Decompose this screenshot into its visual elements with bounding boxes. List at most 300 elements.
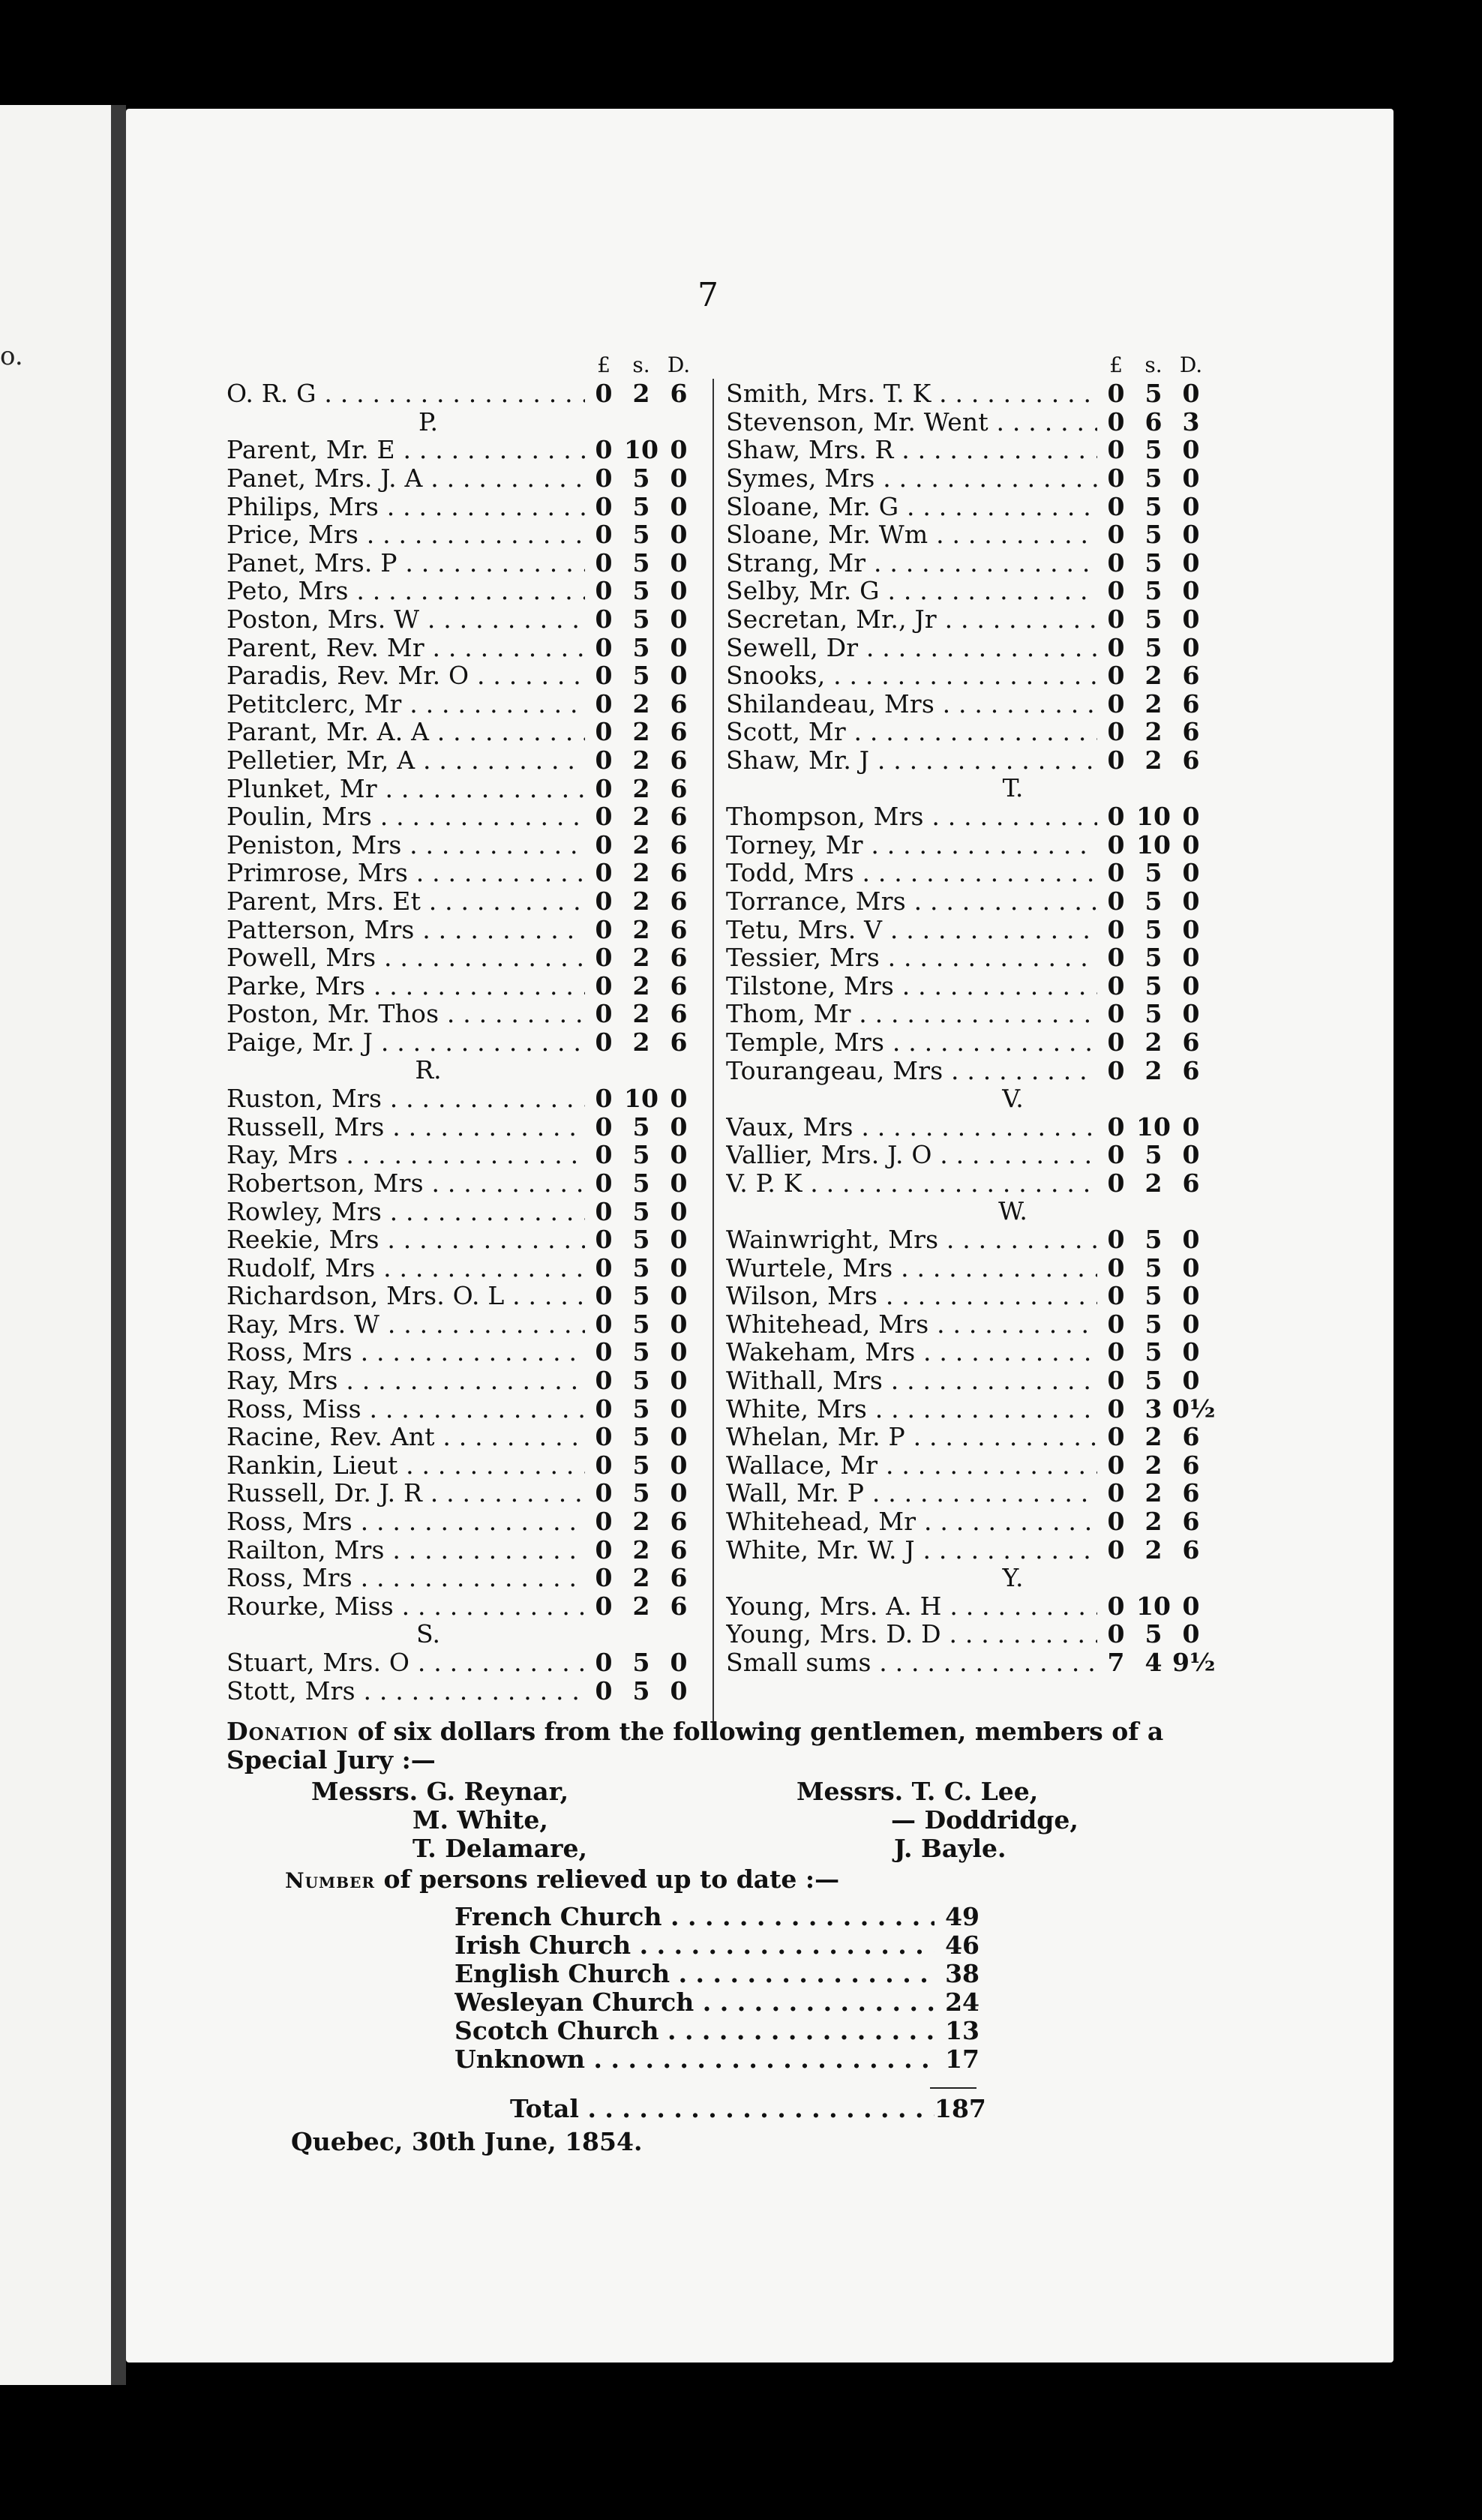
subscriber-name: Todd, Mrs . . . — [726, 858, 1097, 887]
shillings-amount: 5 — [1144, 1366, 1162, 1396]
pounds-amount: 0 — [1107, 1309, 1125, 1339]
subscriber-name: White, Mr. W. J . . . — [726, 1535, 1097, 1564]
shillings-amount: 2 — [632, 830, 650, 860]
subscriber-row — [226, 1028, 698, 1057]
pence-amount: 6 — [670, 1027, 688, 1057]
shillings-amount: 5 — [1144, 576, 1162, 606]
subscriber-row — [726, 1338, 1210, 1366]
subscriber-row — [726, 1112, 1210, 1141]
subscriber-name: White, Mrs . . . — [726, 1394, 1097, 1424]
pounds-amount: 0 — [595, 1394, 613, 1424]
pence-amount: 6 — [670, 802, 688, 832]
shillings-amount: 3 — [1144, 1394, 1162, 1424]
shillings-amount: 2 — [1144, 1055, 1162, 1085]
subscriber-row — [226, 1423, 698, 1451]
subscriber-row — [726, 1169, 1210, 1198]
subscriber-row — [726, 1141, 1210, 1169]
pounds-amount: 0 — [1107, 1055, 1125, 1085]
section-letter: V. — [1002, 1083, 1024, 1113]
pounds-amount: 0 — [595, 379, 613, 409]
pence-amount: 0 — [1182, 435, 1200, 465]
right-entries — [726, 379, 1216, 1678]
subscriber-name: Smith, Mrs. T. K . . . — [726, 379, 1097, 408]
pence-amount: 0 — [1182, 914, 1200, 944]
pounds-amount: 0 — [1107, 1619, 1125, 1649]
subscriber-name: Rourke, Miss . . . — [226, 1592, 585, 1621]
subscriber-row — [226, 1000, 698, 1028]
pence-amount: 0 — [670, 1648, 688, 1678]
shillings-amount: 10 — [624, 1084, 658, 1114]
pounds-amount: 0 — [1107, 858, 1125, 888]
pounds-amount: 0 — [1107, 970, 1125, 1000]
pounds-amount: 0 — [1107, 717, 1125, 747]
pence-amount: 3 — [1182, 406, 1200, 436]
shillings-amount: 5 — [632, 1394, 650, 1424]
subscriber-row — [726, 464, 1210, 493]
stat-label: Irish Church . . . — [454, 1930, 934, 1959]
pounds-amount: 0 — [1107, 1478, 1125, 1508]
shillings-amount: 10 — [1136, 830, 1171, 860]
subscriber-name: Primrose, Mrs . . . — [226, 858, 585, 887]
subscriber-row — [726, 1366, 1210, 1395]
subscriber-name: Richardson, Mrs. O. L . . . — [226, 1281, 585, 1310]
subscriber-row — [726, 746, 1210, 775]
shillings-amount: 5 — [1144, 1252, 1162, 1282]
shillings-amount: 2 — [632, 914, 650, 944]
pounds-amount: 0 — [595, 1112, 613, 1142]
stat-row — [454, 1930, 980, 1959]
pence-amount: 6 — [1182, 1055, 1200, 1085]
subscriber-row — [226, 633, 698, 662]
pounds-amount: 0 — [595, 1140, 613, 1170]
shillings-amount: 2 — [632, 1027, 650, 1057]
pounds-amount: 0 — [1107, 379, 1125, 409]
pounds-amount: 0 — [595, 1366, 613, 1396]
pence-amount: 0 — [670, 1337, 688, 1367]
subscriber-name: Temple, Mrs . . . — [726, 1028, 1097, 1057]
pounds-amount: 0 — [595, 1337, 613, 1367]
pounds-amount: 0 — [595, 576, 613, 606]
subscriber-row — [226, 1564, 698, 1592]
shillings-amount: 2 — [1144, 1534, 1162, 1564]
juror-name: T. Delamare, — [412, 1834, 587, 1863]
juror-name: Messrs. G. Reynar, — [311, 1777, 569, 1806]
subscriber-name: Secretan, Mr., Jr . . . — [726, 604, 1097, 634]
pence-amount: 0 — [670, 1366, 688, 1396]
subscriber-row — [726, 1000, 1210, 1028]
pounds-amount: 0 — [595, 1168, 613, 1198]
subscriber-name: Strang, Mr . . . — [726, 548, 1097, 578]
pounds-amount: 0 — [595, 1084, 613, 1114]
dateline: Quebec, 30th June, 1854. — [291, 2127, 643, 2156]
subscriber-name: Russell, Dr. J. R . . . — [226, 1478, 585, 1508]
pounds-amount: 0 — [1107, 943, 1125, 973]
pounds-amount: 0 — [595, 858, 613, 888]
subscriber-row — [226, 1338, 698, 1366]
subscriber-row — [226, 1253, 698, 1282]
subscriber-row — [726, 1028, 1210, 1057]
pence-amount: 0 — [1182, 1337, 1200, 1367]
subscriber-row — [726, 802, 1210, 831]
pence-amount: 6 — [670, 1563, 688, 1593]
juror-name: — Doddridge, — [891, 1805, 1078, 1834]
subscriber-row — [226, 1592, 698, 1621]
pounds-amount: 0 — [1107, 1394, 1125, 1424]
subscriber-name: Stuart, Mrs. O . . . — [226, 1648, 585, 1677]
total-label: Total . . . — [510, 2094, 934, 2122]
shillings-amount: 5 — [632, 1337, 650, 1367]
pounds-amount: 0 — [595, 491, 613, 521]
pence-amount: 0 — [670, 435, 688, 465]
pounds-header: £ — [1109, 352, 1123, 377]
shillings-amount: 10 — [1136, 1591, 1171, 1621]
pence-amount: 0 — [670, 661, 688, 691]
subscriber-name: Vallier, Mrs. J. O . . . — [726, 1140, 1097, 1169]
subscriber-row — [226, 1366, 698, 1395]
pounds-amount: 0 — [1107, 491, 1125, 521]
stat-value: 17 — [945, 2044, 980, 2074]
subscriber-row — [226, 802, 698, 831]
subscriber-name: Parent, Rev. Mr . . . — [226, 633, 585, 662]
subscriber-row — [726, 1394, 1216, 1424]
pounds-amount: 7 — [1107, 1648, 1125, 1678]
pounds-amount: 0 — [1107, 1112, 1125, 1142]
pence-amount: 6 — [670, 943, 688, 973]
page-number: 7 — [698, 276, 718, 314]
stat-row — [454, 2016, 980, 2044]
subscriber-name: Ross, Miss . . . — [226, 1394, 585, 1424]
pounds-amount: 0 — [595, 746, 613, 776]
subscriber-name: Wainwright, Mrs . . . — [726, 1225, 1097, 1254]
section-letter: T. — [1002, 773, 1024, 803]
pence-amount: 0 — [670, 464, 688, 494]
shillings-amount: 2 — [632, 970, 650, 1000]
pence-amount: 0 — [1182, 379, 1200, 409]
subscriber-row — [726, 1620, 1210, 1648]
stat-label: Unknown . . . — [454, 2044, 934, 2073]
subscriber-name: Parent, Mr. E . . . — [226, 435, 585, 464]
shillings-amount: 5 — [632, 1112, 650, 1142]
pence-amount: 0 — [1182, 1281, 1200, 1311]
pence-amount: 6 — [1182, 1534, 1200, 1564]
pounds-amount: 0 — [1107, 576, 1125, 606]
relief-stats — [454, 1902, 980, 2073]
shillings-amount: 5 — [1144, 1225, 1162, 1255]
shillings-amount: 5 — [1144, 858, 1162, 888]
section-letter: P. — [418, 406, 438, 436]
shillings-amount: 10 — [1136, 1112, 1171, 1142]
shillings-amount: 5 — [1144, 548, 1162, 578]
subscriber-row — [226, 859, 698, 887]
subscriber-row — [726, 1479, 1210, 1508]
subscriber-row — [226, 520, 698, 549]
pounds-amount: 0 — [595, 802, 613, 832]
pounds-amount: 0 — [1107, 688, 1125, 718]
pounds-amount: 0 — [1107, 1507, 1125, 1537]
shillings-amount: 2 — [632, 943, 650, 973]
pence-amount: 0 — [670, 1676, 688, 1706]
pence-amount: 0 — [670, 1309, 688, 1339]
subscriber-name: Selby, Mr. G . . . — [726, 576, 1097, 605]
pounds-amount: 0 — [595, 604, 613, 634]
pounds-amount: 0 — [595, 999, 613, 1029]
shillings-amount: 5 — [632, 548, 650, 578]
shillings-amount: 2 — [632, 746, 650, 776]
shillings-amount: 2 — [1144, 1478, 1162, 1508]
pence-amount: 6 — [670, 970, 688, 1000]
pence-amount: 0 — [670, 1225, 688, 1255]
shillings-amount: 5 — [1144, 435, 1162, 465]
pence-amount: 0 — [1182, 1225, 1200, 1255]
pounds-amount: 0 — [595, 1422, 613, 1452]
pounds-amount: 0 — [1107, 802, 1125, 832]
subscriber-row — [226, 1394, 698, 1423]
subscriber-name: Patterson, Mrs . . . — [226, 915, 585, 944]
subscriber-name: Racine, Rev. Ant . . . — [226, 1422, 585, 1451]
pounds-amount: 0 — [1107, 406, 1125, 436]
pence-amount: 6 — [670, 886, 688, 916]
subscriber-name: Sloane, Mr. Wm . . . — [726, 520, 1097, 549]
subscriber-name: Stevenson, Mr. Went . . . — [726, 407, 1097, 436]
subscriber-row — [226, 1141, 698, 1169]
shillings-amount: 5 — [632, 1140, 650, 1170]
subscriber-row — [726, 831, 1210, 860]
pence-amount: 0 — [1182, 520, 1200, 550]
subscriber-name: Philips, Mrs . . . — [226, 492, 585, 521]
shillings-amount: 5 — [1144, 943, 1162, 973]
subscriber-name: Scott, Mr . . . — [726, 717, 1097, 746]
subscriber-row — [226, 915, 698, 944]
subscriber-name: Whelan, Mr. P . . . — [726, 1422, 1097, 1451]
shillings-amount: 5 — [1144, 632, 1162, 662]
pence-amount: 6 — [670, 746, 688, 776]
shillings-amount: 5 — [632, 1309, 650, 1339]
subscriber-name: Poston, Mrs. W . . . — [226, 604, 585, 634]
subscriber-name: Ross, Mrs . . . — [226, 1563, 585, 1592]
shillings-amount: 2 — [632, 1507, 650, 1537]
subscriber-row — [226, 887, 698, 916]
pence-amount: 0 — [1182, 1591, 1200, 1621]
pence-amount: 0 — [670, 632, 688, 662]
pounds-amount: 0 — [595, 1309, 613, 1339]
subscriber-name: Plunket, Mr . . . — [226, 774, 585, 803]
previous-page-fragment: o. — [0, 341, 23, 371]
pence-amount: 0 — [1182, 886, 1200, 916]
pence-amount: 0 — [670, 1168, 688, 1198]
subscriber-row — [226, 1226, 698, 1254]
pence-amount: 0 — [1182, 1140, 1200, 1170]
subscriber-name: Shaw, Mr. J . . . — [726, 746, 1097, 775]
subscriber-name: Thom, Mr . . . — [726, 999, 1097, 1028]
subscriber-row — [226, 464, 698, 493]
pounds-header: £ — [597, 352, 610, 377]
pounds-amount: 0 — [1107, 435, 1125, 465]
pence-amount: 6 — [1182, 746, 1200, 776]
pounds-amount: 0 — [595, 464, 613, 494]
stat-value: 49 — [945, 1902, 980, 1931]
shillings-amount: 2 — [1144, 717, 1162, 747]
subscriber-name: Wall, Mr. P . . . — [726, 1478, 1097, 1508]
subscriber-name: Poston, Mr. Thos . . . — [226, 999, 585, 1028]
pounds-amount: 0 — [595, 1196, 613, 1226]
subscriber-name: Shilandeau, Mrs . . . — [726, 689, 1097, 718]
subscriber-row — [226, 1197, 698, 1226]
shillings-amount: 5 — [1144, 464, 1162, 494]
subscriber-row — [226, 746, 698, 775]
shillings-header: s. — [1144, 352, 1162, 377]
pence-amount: 0 — [670, 1281, 688, 1311]
subscriber-row — [226, 1282, 698, 1310]
subscriber-name: Russell, Mrs . . . — [226, 1112, 585, 1142]
shillings-amount: 2 — [632, 379, 650, 409]
pounds-amount: 0 — [1107, 999, 1125, 1029]
pence-amount: 6 — [670, 999, 688, 1029]
subscriber-row — [726, 859, 1210, 887]
subscriber-row — [726, 577, 1210, 605]
subscriber-name: Tetu, Mrs. V . . . — [726, 915, 1097, 944]
section-letter: R. — [415, 1055, 442, 1085]
pounds-amount: 0 — [595, 688, 613, 718]
book-gutter — [111, 105, 126, 2385]
subscriber-name: Poulin, Mrs . . . — [226, 802, 585, 831]
pence-amount: 0 — [670, 1394, 688, 1424]
shillings-amount: 5 — [632, 1478, 650, 1508]
pence-amount: 6 — [670, 830, 688, 860]
subscriber-name: Parent, Mrs. Et . . . — [226, 886, 585, 916]
subscriber-row — [726, 1451, 1210, 1480]
shillings-amount: 5 — [632, 1366, 650, 1396]
subscriber-row — [726, 520, 1210, 549]
subscriber-row — [726, 718, 1210, 746]
donation-lead: Donation — [226, 1717, 350, 1746]
pence-amount: 0½ — [1172, 1394, 1216, 1424]
pounds-amount: 0 — [595, 1027, 613, 1057]
subscription-column-left — [226, 352, 698, 1705]
pence-amount: 6 — [670, 379, 688, 409]
shillings-amount: 2 — [632, 886, 650, 916]
pence-amount: 6 — [670, 1507, 688, 1537]
subscriber-name: Pelletier, Mr, A . . . — [226, 746, 585, 775]
subscriber-row — [726, 1056, 1210, 1084]
subscriber-row — [726, 971, 1210, 1000]
subscriber-row — [226, 1310, 698, 1339]
subscriber-name: Tilstone, Mrs . . . — [726, 971, 1097, 1000]
shillings-amount: 5 — [632, 1450, 650, 1480]
shillings-amount: 2 — [632, 999, 650, 1029]
subscriber-name: Ross, Mrs . . . — [226, 1337, 585, 1366]
subscriber-name: Parant, Mr. A. A . . . — [226, 717, 585, 746]
shillings-amount: 6 — [1144, 406, 1162, 436]
shillings-amount: 2 — [1144, 746, 1162, 776]
pence-amount: 6 — [670, 773, 688, 803]
shillings-amount: 2 — [1144, 688, 1162, 718]
pence-amount: 6 — [1182, 1168, 1200, 1198]
donation-note — [226, 1718, 1216, 1774]
shillings-amount: 5 — [1144, 970, 1162, 1000]
jurors-right-block — [0, 1778, 1078, 1863]
pence-amount: 0 — [1182, 604, 1200, 634]
shillings-amount: 2 — [1144, 1422, 1162, 1452]
total-rule — [930, 2087, 976, 2089]
subscriber-name: Ray, Mrs. W . . . — [226, 1310, 585, 1339]
shillings-amount: 5 — [632, 1225, 650, 1255]
subscriber-name: Paige, Mr. J . . . — [226, 1028, 585, 1057]
total-row — [510, 2094, 986, 2123]
shillings-amount: 5 — [632, 661, 650, 691]
section-letter: W. — [998, 1196, 1028, 1226]
pence-amount: 6 — [1182, 1507, 1200, 1537]
stat-label: Wesleyan Church . . . — [454, 1988, 934, 2016]
pence-amount: 0 — [1182, 999, 1200, 1029]
pounds-amount: 0 — [1107, 1140, 1125, 1170]
pence-amount: 0 — [1182, 1366, 1200, 1396]
pence-amount: 0 — [1182, 576, 1200, 606]
stat-row — [454, 1959, 980, 1988]
pence-amount: 0 — [670, 1084, 688, 1114]
subscriber-row — [226, 1084, 698, 1113]
shillings-amount: 5 — [1144, 520, 1162, 550]
subscriber-name: Powell, Mrs . . . — [226, 943, 585, 972]
pence-amount: 6 — [1182, 1422, 1200, 1452]
pence-header: D. — [667, 352, 691, 377]
subscriber-name: Wallace, Mr . . . — [726, 1450, 1097, 1480]
pounds-amount: 0 — [595, 1252, 613, 1282]
pence-amount: 0 — [670, 548, 688, 578]
subscriber-row — [726, 1508, 1210, 1536]
pounds-amount: 0 — [595, 970, 613, 1000]
subscriber-row — [226, 971, 698, 1000]
pounds-amount: 0 — [1107, 914, 1125, 944]
subscriber-row — [226, 549, 698, 578]
subscriber-name: Petitclerc, Mr . . . — [226, 689, 585, 718]
stat-value: 46 — [945, 1930, 980, 1960]
shillings-amount: 5 — [1144, 1619, 1162, 1649]
currency-header — [726, 352, 1210, 380]
stat-label: Scotch Church . . . — [454, 2016, 934, 2044]
pence-amount: 0 — [1182, 1619, 1200, 1649]
shillings-amount: 5 — [1144, 379, 1162, 409]
pence-amount: 0 — [1182, 1112, 1200, 1142]
subscriber-row — [226, 605, 698, 634]
subscriber-name: Tessier, Mrs . . . — [726, 943, 1097, 972]
pence-header: D. — [1179, 352, 1203, 377]
subscriber-row — [226, 1169, 698, 1198]
subscriber-row — [226, 718, 698, 746]
shillings-amount: 5 — [632, 632, 650, 662]
subscriber-row — [226, 944, 698, 972]
subscriber-name: Rowley, Mrs . . . — [226, 1197, 585, 1226]
shillings-amount: 5 — [632, 1281, 650, 1311]
shillings-amount: 10 — [624, 435, 658, 465]
pence-amount: 0 — [670, 1450, 688, 1480]
subscriber-name: Reekie, Mrs . . . — [226, 1225, 585, 1254]
shillings-amount: 5 — [632, 464, 650, 494]
subscriber-row — [726, 1226, 1210, 1254]
pounds-amount: 0 — [1107, 1252, 1125, 1282]
stat-label: French Church . . . — [454, 1902, 934, 1930]
pounds-amount: 0 — [595, 1648, 613, 1678]
pounds-amount: 0 — [595, 1225, 613, 1255]
pence-amount: 0 — [670, 1478, 688, 1508]
pence-amount: 6 — [1182, 1478, 1200, 1508]
pence-amount: 0 — [1182, 802, 1200, 832]
shillings-amount: 5 — [632, 1648, 650, 1678]
subscriber-name: O. R. G . . . — [226, 379, 585, 408]
pounds-amount: 0 — [595, 773, 613, 803]
pounds-amount: 0 — [595, 1676, 613, 1706]
shillings-amount: 5 — [1144, 604, 1162, 634]
juror-name: Messrs. T. C. Lee, — [796, 1777, 1039, 1806]
